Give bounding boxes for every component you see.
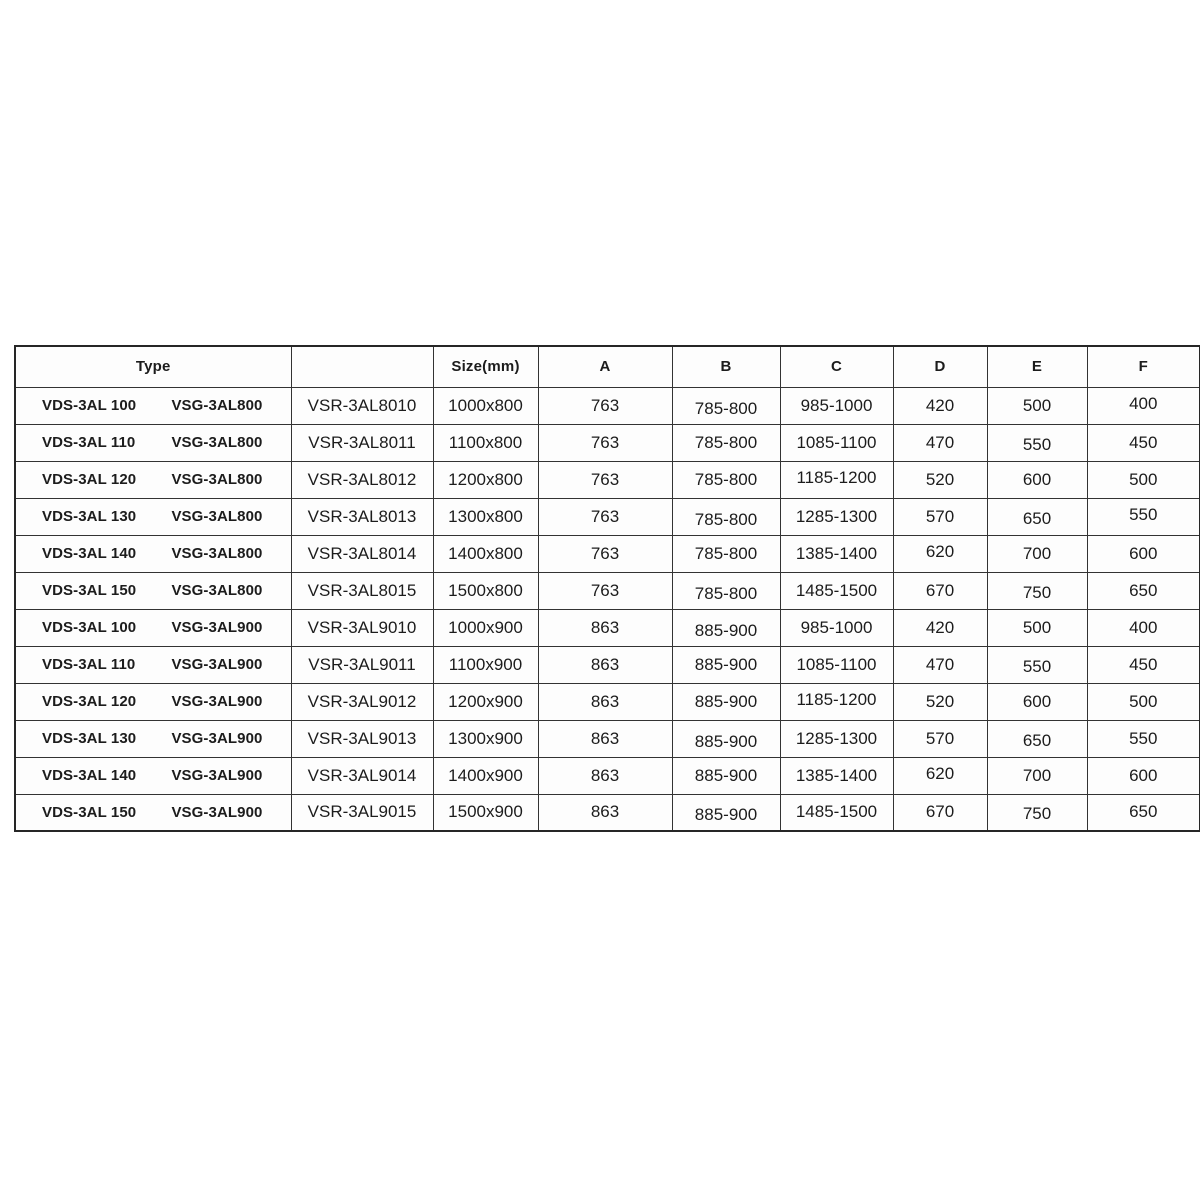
vsg-code: VSG-3AL800 xyxy=(171,397,263,414)
table-row xyxy=(15,572,1200,609)
value-f-cell: 450 xyxy=(1087,646,1200,683)
value-c-cell: 1485-1500 xyxy=(780,794,893,831)
value-b-cell: 785-800 xyxy=(672,572,780,609)
vsg-code: VSG-3AL800 xyxy=(171,545,263,562)
type-cell xyxy=(15,498,291,535)
vsg-code: VSG-3AL800 xyxy=(171,434,263,451)
value-a-cell: 863 xyxy=(538,683,672,720)
vsg-code: VSG-3AL900 xyxy=(171,656,263,673)
vsr-code-cell: VSR-3AL8012 xyxy=(291,461,433,498)
vds-code: VDS-3AL 130 xyxy=(42,730,137,747)
type-cell xyxy=(15,535,291,572)
vsg-code: VSG-3AL900 xyxy=(171,730,263,747)
type-codes xyxy=(16,610,291,646)
value-c-cell: 985-1000 xyxy=(780,387,893,424)
value-e-cell: 700 xyxy=(987,535,1087,572)
size-cell: 1200x900 xyxy=(433,683,538,720)
value-d-cell: 620 xyxy=(893,535,987,572)
size-cell: 1400x900 xyxy=(433,757,538,794)
type-codes xyxy=(16,721,291,757)
vsg-code: VSG-3AL800 xyxy=(171,471,263,488)
value-a-cell: 763 xyxy=(538,498,672,535)
type-codes xyxy=(16,795,291,831)
vsr-code-cell: VSR-3AL8013 xyxy=(291,498,433,535)
value-a-cell: 863 xyxy=(538,720,672,757)
vsr-code-cell: VSR-3AL9013 xyxy=(291,720,433,757)
value-f-cell: 650 xyxy=(1087,572,1200,609)
value-c-cell: 1385-1400 xyxy=(780,757,893,794)
vsr-code-cell: VSR-3AL8014 xyxy=(291,535,433,572)
value-d-cell: 570 xyxy=(893,720,987,757)
size-cell: 1100x800 xyxy=(433,424,538,461)
vsr-code-cell: VSR-3AL9014 xyxy=(291,757,433,794)
type-cell xyxy=(15,572,291,609)
value-b-cell: 785-800 xyxy=(672,387,780,424)
value-e-cell: 600 xyxy=(987,683,1087,720)
value-d-cell: 520 xyxy=(893,683,987,720)
value-b-cell: 785-800 xyxy=(672,498,780,535)
value-d-cell: 470 xyxy=(893,424,987,461)
vsr-code-cell: VSR-3AL9015 xyxy=(291,794,433,831)
header-type: Type xyxy=(15,346,291,387)
size-cell: 1200x800 xyxy=(433,461,538,498)
type-cell xyxy=(15,461,291,498)
value-d-cell: 520 xyxy=(893,461,987,498)
value-e-cell: 650 xyxy=(987,498,1087,535)
value-a-cell: 763 xyxy=(538,535,672,572)
value-d-cell: 420 xyxy=(893,387,987,424)
header-row xyxy=(15,346,1200,387)
value-c-cell: 1185-1200 xyxy=(780,461,893,498)
header-f: F xyxy=(1087,346,1200,387)
value-e-cell: 750 xyxy=(987,572,1087,609)
size-cell: 1400x800 xyxy=(433,535,538,572)
value-e-cell: 550 xyxy=(987,646,1087,683)
value-d-cell: 570 xyxy=(893,498,987,535)
type-codes xyxy=(16,462,291,498)
value-f-cell: 550 xyxy=(1087,498,1200,535)
table-row xyxy=(15,424,1200,461)
size-cell: 1100x900 xyxy=(433,646,538,683)
header-d: D xyxy=(893,346,987,387)
size-cell: 1000x800 xyxy=(433,387,538,424)
vsg-code: VSG-3AL800 xyxy=(171,582,263,599)
table-row xyxy=(15,757,1200,794)
vds-code: VDS-3AL 100 xyxy=(42,619,137,636)
value-a-cell: 763 xyxy=(538,572,672,609)
vsg-code: VSG-3AL900 xyxy=(171,619,263,636)
type-codes xyxy=(16,684,291,720)
value-e-cell: 600 xyxy=(987,461,1087,498)
value-f-cell: 400 xyxy=(1087,609,1200,646)
value-b-cell: 885-900 xyxy=(672,609,780,646)
type-cell xyxy=(15,720,291,757)
value-f-cell: 450 xyxy=(1087,424,1200,461)
header-a: A xyxy=(538,346,672,387)
vds-code: VDS-3AL 140 xyxy=(42,545,137,562)
table-row xyxy=(15,683,1200,720)
value-b-cell: 885-900 xyxy=(672,757,780,794)
vsr-code-cell: VSR-3AL9011 xyxy=(291,646,433,683)
value-c-cell: 1485-1500 xyxy=(780,572,893,609)
vds-code: VDS-3AL 130 xyxy=(42,508,137,525)
value-a-cell: 863 xyxy=(538,794,672,831)
vsr-code-cell: VSR-3AL9010 xyxy=(291,609,433,646)
table-row xyxy=(15,646,1200,683)
value-b-cell: 885-900 xyxy=(672,794,780,831)
header-c: C xyxy=(780,346,893,387)
table-row xyxy=(15,794,1200,831)
value-e-cell: 550 xyxy=(987,424,1087,461)
value-e-cell: 650 xyxy=(987,720,1087,757)
type-cell xyxy=(15,646,291,683)
table-row xyxy=(15,609,1200,646)
vsr-code-cell: VSR-3AL8011 xyxy=(291,424,433,461)
table-row xyxy=(15,535,1200,572)
value-a-cell: 763 xyxy=(538,461,672,498)
vsg-code: VSG-3AL900 xyxy=(171,693,263,710)
value-b-cell: 885-900 xyxy=(672,646,780,683)
value-f-cell: 550 xyxy=(1087,720,1200,757)
value-a-cell: 763 xyxy=(538,424,672,461)
value-c-cell: 1085-1100 xyxy=(780,646,893,683)
type-codes xyxy=(16,573,291,609)
vds-code: VDS-3AL 110 xyxy=(42,434,136,451)
type-codes xyxy=(16,758,291,794)
value-e-cell: 700 xyxy=(987,757,1087,794)
value-c-cell: 1185-1200 xyxy=(780,683,893,720)
value-a-cell: 863 xyxy=(538,646,672,683)
vds-code: VDS-3AL 150 xyxy=(42,803,137,821)
value-b-cell: 885-900 xyxy=(672,683,780,720)
spec-table xyxy=(14,345,1200,832)
vsr-code-cell: VSR-3AL8015 xyxy=(291,572,433,609)
value-b-cell: 785-800 xyxy=(672,424,780,461)
value-c-cell: 1285-1300 xyxy=(780,720,893,757)
header-model xyxy=(291,346,433,387)
type-cell xyxy=(15,387,291,424)
value-f-cell: 500 xyxy=(1087,461,1200,498)
type-cell xyxy=(15,424,291,461)
value-e-cell: 750 xyxy=(987,794,1087,831)
size-cell: 1500x900 xyxy=(433,794,538,831)
size-cell: 1000x900 xyxy=(433,609,538,646)
vsg-code: VSG-3AL800 xyxy=(171,508,263,525)
vds-code: VDS-3AL 140 xyxy=(42,767,137,784)
header-size: Size(mm) xyxy=(433,346,538,387)
size-cell: 1300x900 xyxy=(433,720,538,757)
table-row xyxy=(15,461,1200,498)
value-d-cell: 470 xyxy=(893,646,987,683)
vds-code: VDS-3AL 120 xyxy=(42,471,137,488)
type-codes xyxy=(16,499,291,535)
value-c-cell: 1085-1100 xyxy=(780,424,893,461)
type-codes xyxy=(16,536,291,572)
vsr-code-cell: VSR-3AL9012 xyxy=(291,683,433,720)
value-b-cell: 885-900 xyxy=(672,720,780,757)
value-f-cell: 400 xyxy=(1087,387,1200,424)
vds-code: VDS-3AL 150 xyxy=(42,582,137,599)
type-codes xyxy=(16,388,291,424)
size-cell: 1500x800 xyxy=(433,572,538,609)
type-cell xyxy=(15,757,291,794)
table-row xyxy=(15,387,1200,424)
value-c-cell: 1385-1400 xyxy=(780,535,893,572)
table-row xyxy=(15,720,1200,757)
value-c-cell: 985-1000 xyxy=(780,609,893,646)
value-f-cell: 650 xyxy=(1087,794,1200,831)
value-d-cell: 670 xyxy=(893,572,987,609)
value-a-cell: 863 xyxy=(538,757,672,794)
table-row xyxy=(15,498,1200,535)
size-cell: 1300x800 xyxy=(433,498,538,535)
value-b-cell: 785-800 xyxy=(672,535,780,572)
header-b: B xyxy=(672,346,780,387)
value-b-cell: 785-800 xyxy=(672,461,780,498)
type-cell xyxy=(15,794,291,831)
type-codes xyxy=(16,647,291,683)
value-f-cell: 600 xyxy=(1087,535,1200,572)
value-c-cell: 1285-1300 xyxy=(780,498,893,535)
value-e-cell: 500 xyxy=(987,609,1087,646)
type-cell xyxy=(15,609,291,646)
type-codes xyxy=(16,425,291,461)
value-d-cell: 420 xyxy=(893,609,987,646)
type-cell xyxy=(15,683,291,720)
value-f-cell: 600 xyxy=(1087,757,1200,794)
vds-code: VDS-3AL 110 xyxy=(42,656,136,673)
value-f-cell: 500 xyxy=(1087,683,1200,720)
value-d-cell: 620 xyxy=(893,757,987,794)
vsr-code-cell: VSR-3AL8010 xyxy=(291,387,433,424)
value-d-cell: 670 xyxy=(893,794,987,831)
value-a-cell: 763 xyxy=(538,387,672,424)
vds-code: VDS-3AL 120 xyxy=(42,693,137,710)
vsg-code: VSG-3AL900 xyxy=(171,767,263,784)
vsg-code: VSG-3AL900 xyxy=(171,803,263,821)
value-a-cell: 863 xyxy=(538,609,672,646)
table-body xyxy=(15,387,1200,831)
header-e: E xyxy=(987,346,1087,387)
value-e-cell: 500 xyxy=(987,387,1087,424)
vds-code: VDS-3AL 100 xyxy=(42,397,137,414)
